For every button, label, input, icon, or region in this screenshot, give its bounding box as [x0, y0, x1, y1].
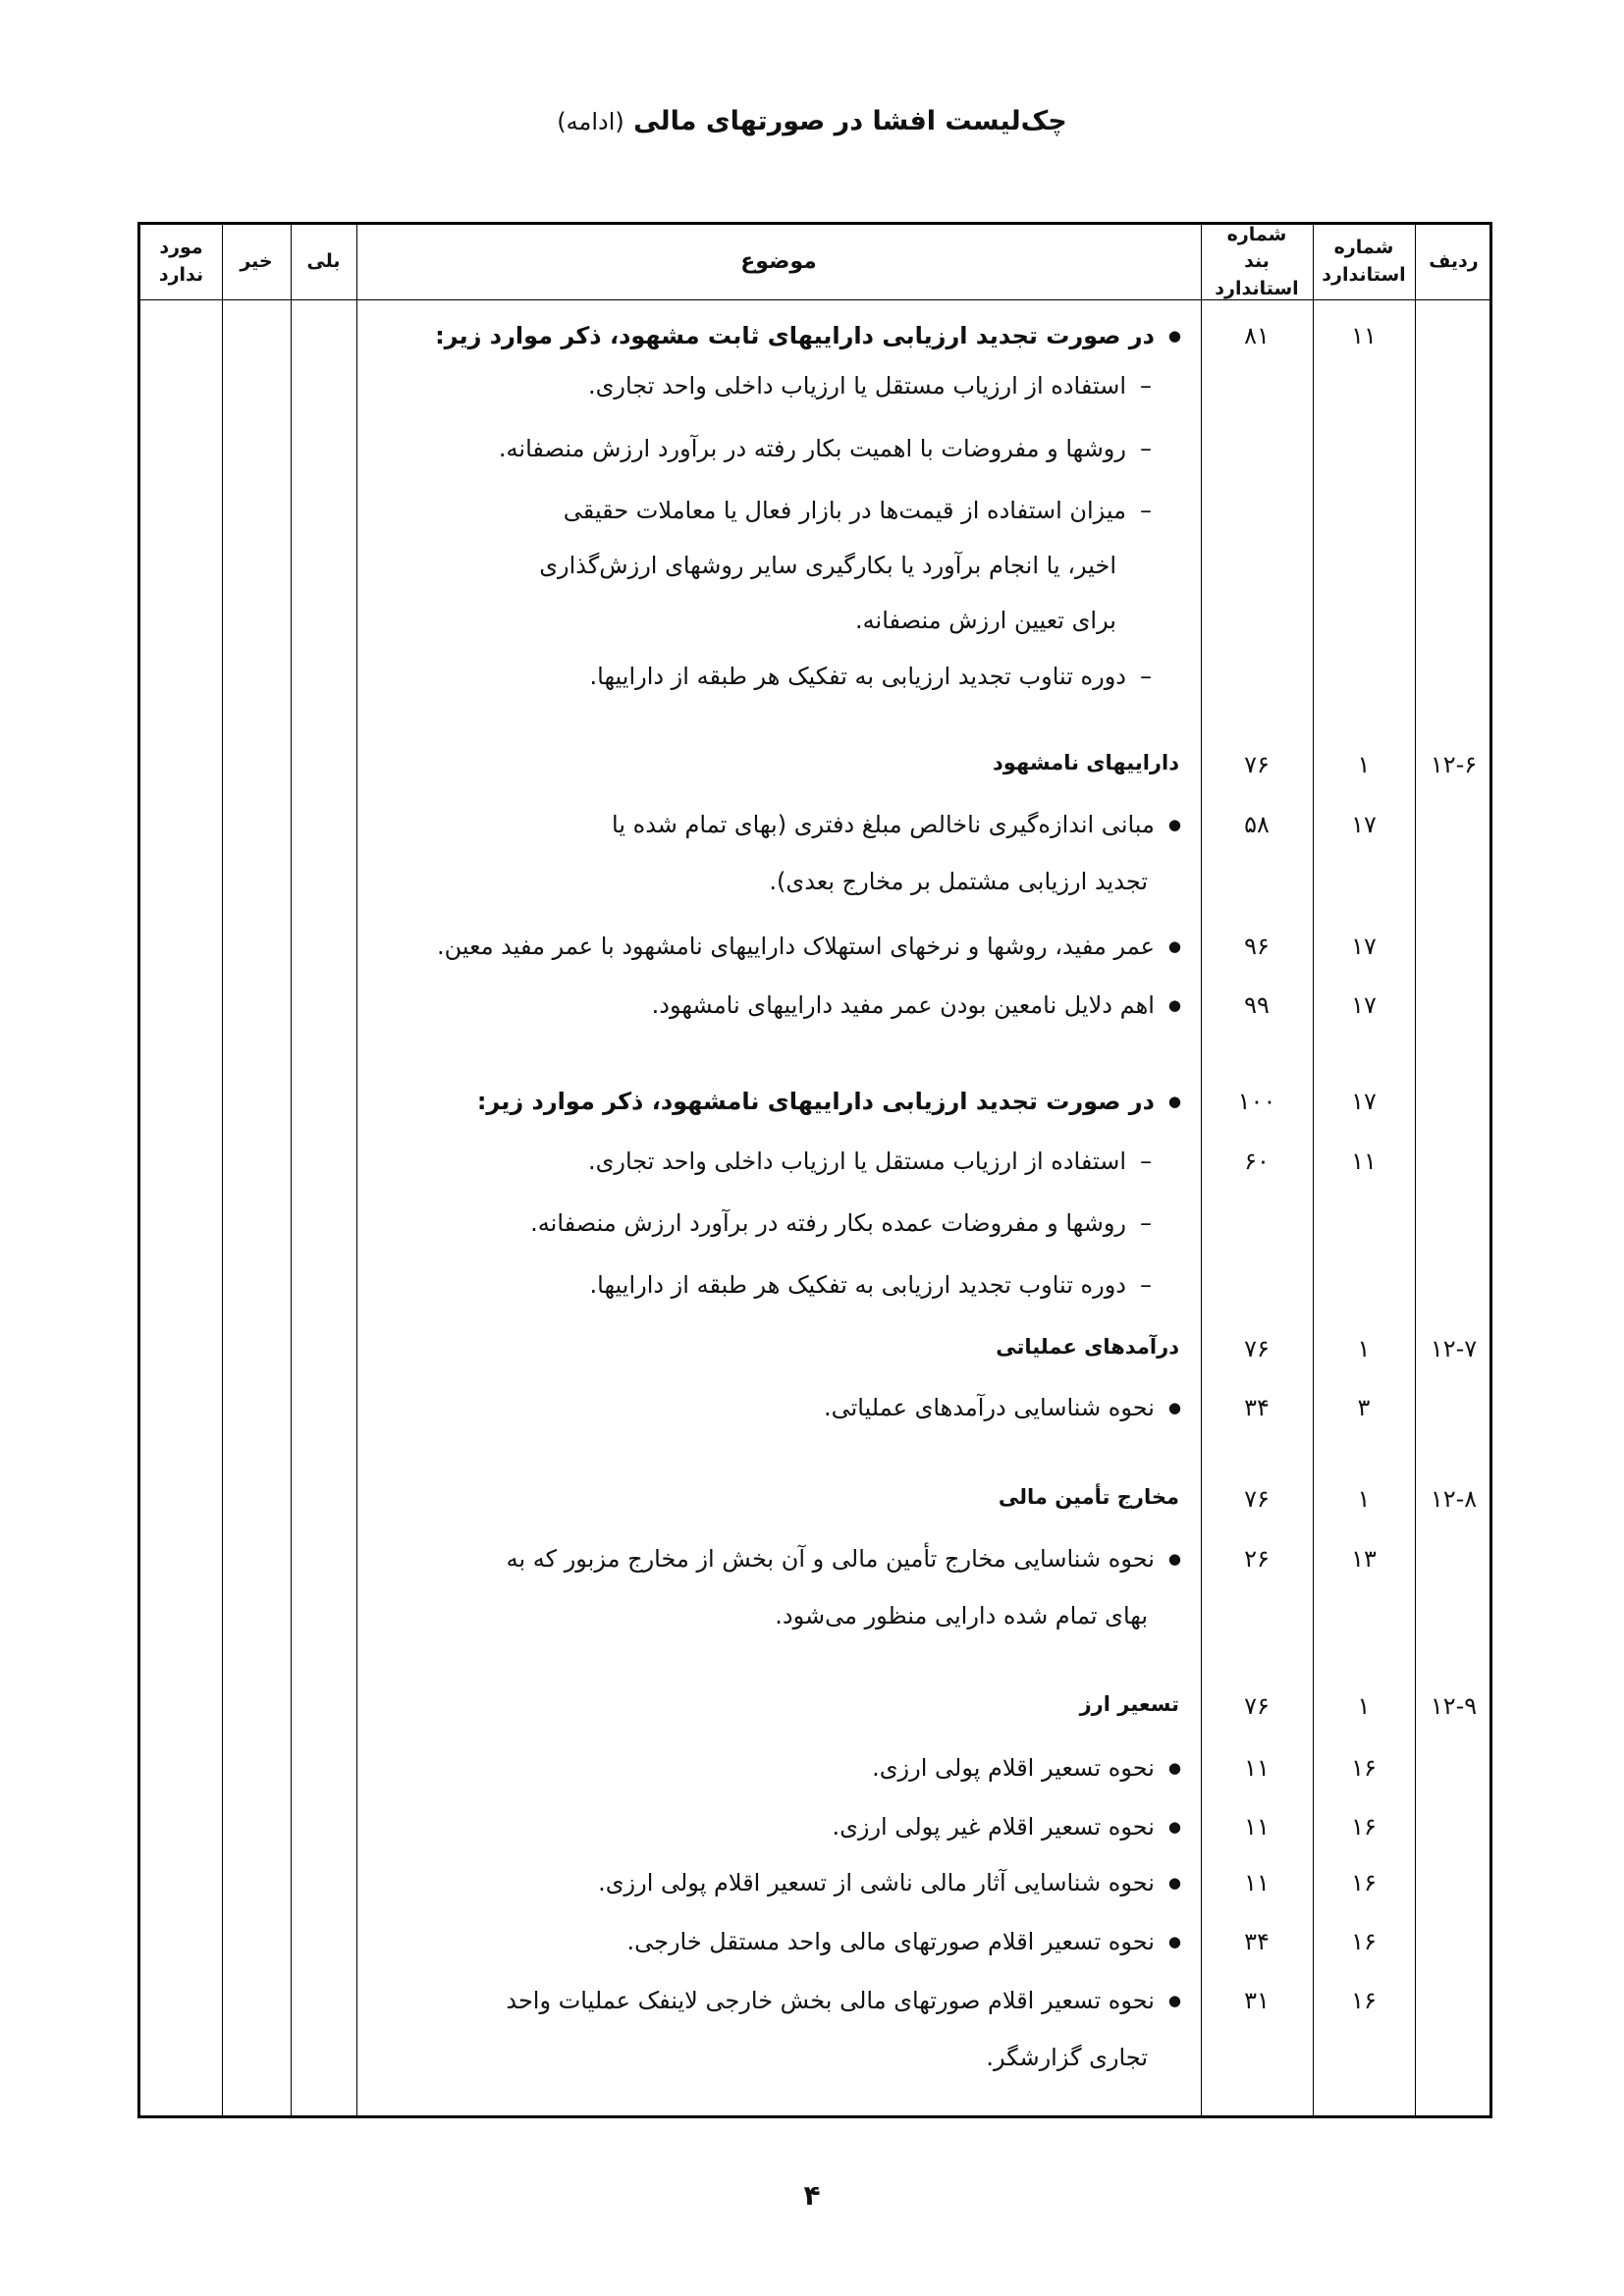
- paragraph-number: ۷۶: [1244, 1692, 1270, 1720]
- paragraph-number: ۵۸: [1244, 811, 1270, 838]
- standard-number: ۱۶: [1351, 1928, 1377, 1955]
- standard-number: ۱۱: [1351, 322, 1377, 349]
- paragraph-number: ۷۶: [1244, 1485, 1270, 1513]
- bullet-item: ● مبانی اندازه‌گیری ناخالص مبلغ دفتری (بهای تمام شده یا: [612, 813, 1181, 836]
- header-subject: موضوع: [740, 249, 817, 275]
- standard-number: ۱: [1357, 1485, 1371, 1513]
- continuation-line: بهای تمام شده دارایی منظور می‌شود.: [775, 1602, 1148, 1629]
- bullet-item: ● نحوه تسعیر اقلام پولی ارزی.: [872, 1756, 1181, 1780]
- paragraph-number: ۷۶: [1244, 1335, 1270, 1362]
- bullet-item: ● نحوه تسعیر اقلام صورتهای مالی واحد مستقل خارجی.: [626, 1930, 1181, 1953]
- dash-item: – استفاده از ارزیاب مستقل یا ارزیاب داخلی واحد تجاری.: [588, 1149, 1152, 1173]
- paragraph-number: ۹۶: [1244, 933, 1270, 960]
- standard-number: ۱: [1357, 1335, 1371, 1362]
- bullet-item: ● نحوه تسعیر اقلام صورتهای مالی بخش خارجی لاینفک عملیات واحد: [506, 1989, 1181, 2012]
- dash-item: – دوره تناوب تجدید ارزیابی به تفکیک هر طبقه از داراییها.: [590, 1273, 1152, 1297]
- row-number: ۱۲-۸: [1430, 1485, 1478, 1513]
- header-paragraph-no: شماره بند استاندارد: [1215, 223, 1299, 299]
- standard-number: ۱۶: [1351, 1987, 1377, 2014]
- header-yes: بلی: [306, 250, 341, 273]
- standard-number: ۱: [1357, 1692, 1371, 1720]
- col-divider: [291, 225, 292, 2115]
- row-number: ۱۲-۷: [1430, 1335, 1478, 1362]
- section-heading: داراییهای نامشهود: [993, 751, 1179, 774]
- dash-item: – استفاده از ارزیاب مستقل یا ارزیاب داخلی واحد تجاری.: [588, 374, 1152, 398]
- header-standard-no: شماره استاندارد: [1322, 237, 1406, 286]
- checklist-table: [137, 222, 1492, 2118]
- col-divider: [222, 225, 223, 2115]
- bullet-item: ● در صورت تجدید ارزیابی داراییهای ثابت مشهود، ذکر موارد زیر:: [435, 324, 1181, 347]
- header-no: خیر: [240, 250, 273, 273]
- row-number: ۱۲-۹: [1430, 1692, 1478, 1720]
- paragraph-number: ۱۱: [1244, 1869, 1270, 1896]
- bullet-item: ● عمر مفید، روشها و نرخهای استهلاک داراییهای نامشهود با عمر مفید معین.: [437, 934, 1181, 958]
- page-title-main: چک‌لیست افشا در صورتهای مالی: [633, 106, 1067, 136]
- col-divider: [1415, 225, 1416, 2115]
- standard-number: ۱۷: [1351, 811, 1377, 838]
- paragraph-number: ۲۶: [1244, 1545, 1270, 1573]
- dash-item: – روشها و مفروضات عمده بکار رفته در برآورد ارزش منصفانه.: [530, 1211, 1152, 1235]
- standard-number: ۱۳: [1351, 1545, 1377, 1573]
- page-title-suffix: (ادامه): [557, 108, 624, 135]
- continuation-line: اخیر، یا انجام برآورد یا بکارگیری سایر روشهای ارزش‌گذاری: [539, 552, 1116, 579]
- paragraph-number: ۷۶: [1244, 751, 1270, 778]
- paragraph-number: ۶۰: [1244, 1148, 1270, 1175]
- paragraph-number: ۹۹: [1244, 991, 1270, 1019]
- bullet-item: ● در صورت تجدید ارزیابی داراییهای نامشهود، ذکر موارد زیر:: [477, 1090, 1181, 1113]
- header-not-applicable: مورد ندارد: [158, 237, 204, 286]
- standard-number: ۳: [1357, 1394, 1371, 1421]
- bullet-item: ● نحوه شناسایی آثار مالی ناشی از تسعیر اقلام پولی ارزی.: [598, 1871, 1181, 1895]
- paragraph-number: ۳۴: [1244, 1928, 1270, 1955]
- standard-number: ۱۶: [1351, 1754, 1377, 1782]
- row-number: ۱۲-۶: [1430, 751, 1478, 778]
- bullet-item: ● نحوه شناسایی مخارج تأمین مالی و آن بخش از مخارج مزبور که به: [507, 1547, 1181, 1571]
- standard-number: ۱۱: [1351, 1148, 1377, 1175]
- col-divider: [356, 225, 357, 2115]
- standard-number: ۱۷: [1351, 1088, 1377, 1115]
- standard-number: ۱: [1357, 751, 1371, 778]
- bullet-item: ● نحوه شناسایی درآمدهای عملیاتی.: [824, 1396, 1181, 1419]
- bullet-item: ● نحوه تسعیر اقلام غیر پولی ارزی.: [832, 1815, 1181, 1839]
- paragraph-number: ۳۱: [1244, 1987, 1270, 2014]
- standard-number: ۱۷: [1351, 933, 1377, 960]
- paragraph-number: ۳۴: [1244, 1394, 1270, 1421]
- paragraph-number: ۸۱: [1244, 322, 1270, 349]
- dash-item: – دوره تناوب تجدید ارزیابی به تفکیک هر طبقه از داراییها.: [590, 665, 1152, 688]
- dash-item: – میزان استفاده از قیمت‌ها در بازار فعال یا معاملات حقیقی: [564, 499, 1152, 522]
- standard-number: ۱۷: [1351, 991, 1377, 1019]
- continuation-line: تجدید ارزیابی مشتمل بر مخارج بعدی).: [769, 868, 1148, 895]
- paragraph-number: ۱۱: [1244, 1813, 1270, 1841]
- continuation-line: تجاری گزارشگر.: [986, 2044, 1148, 2071]
- paragraph-number: ۱۰۰: [1237, 1088, 1276, 1115]
- bullet-item: ● اهم دلایل نامعین بودن عمر مفید داراییهای نامشهود.: [652, 993, 1181, 1017]
- dash-item: – روشها و مفروضات با اهمیت بکار رفته در برآورد ارزش منصفانه.: [499, 437, 1152, 460]
- continuation-line: برای تعیین ارزش منصفانه.: [855, 607, 1116, 634]
- page-number: ۴: [803, 2179, 821, 2212]
- header-row-no: ردیف: [1429, 250, 1479, 273]
- page-title: [0, 106, 1624, 136]
- section-heading: مخارج تأمین مالی: [998, 1485, 1179, 1509]
- standard-number: ۱۶: [1351, 1869, 1377, 1896]
- section-heading: تسعیر ارز: [1079, 1692, 1179, 1716]
- paragraph-number: ۱۱: [1244, 1754, 1270, 1782]
- standard-number: ۱۶: [1351, 1813, 1377, 1841]
- section-heading: درآمدهای عملیاتی: [996, 1335, 1179, 1359]
